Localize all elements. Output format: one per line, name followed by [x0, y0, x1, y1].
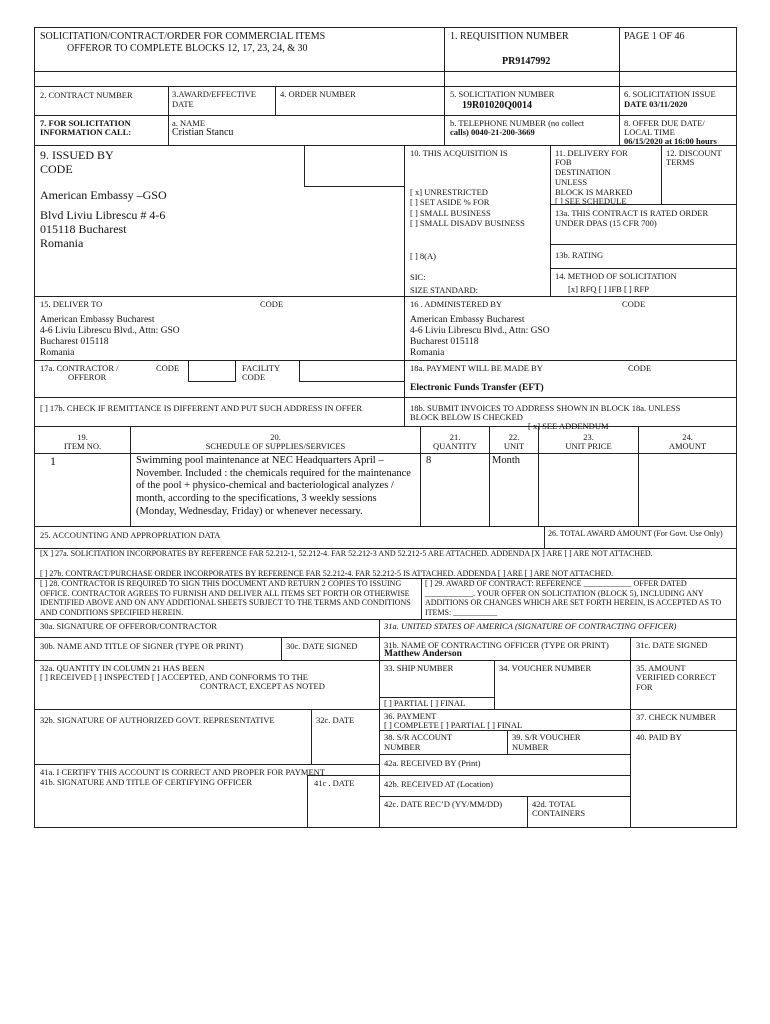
size-standard-label: SIZE STANDARD: [410, 285, 479, 295]
quantity-received-label: 32a. QUANTITY IN COLUMN 21 HAS BEEN [40, 663, 205, 673]
requisition-number: PR9147992 [502, 56, 551, 67]
officer-name-value: Matthew Anderson [384, 649, 462, 659]
quantity-received-options[interactable]: [ ] RECEIVED [ ] INSPECTED [ ] ACCEPTED, AND CONFORMS TO THE [40, 672, 308, 682]
offer-due-label-2: LOCAL TIME [624, 127, 675, 137]
acquisition-label: 10. THIS ACQUISITION IS [410, 148, 508, 158]
certify-label: 41a. I CERTIFY THIS ACCOUNT IS CORRECT AND PROPER FOR PAYMENT [40, 767, 326, 777]
officer-signature-label: 31a. UNITED STATES OF AMERICA (SIGNATURE OF CONTRACTING OFFICER) [384, 621, 677, 631]
administered-by-address-1: American Embassy Bucharest [410, 315, 525, 325]
deliver-to-address-3: Bucharest 015118 [40, 337, 109, 347]
page-number: PAGE 1 OF 46 [624, 31, 685, 42]
administered-by-address-4: Romania [410, 348, 445, 358]
received-at-label: 42b. RECEIVED AT (Location) [384, 779, 493, 789]
sic-label: SIC: [410, 272, 426, 282]
sf1449-form [34, 27, 737, 828]
date-signed-label: 30c. DATE SIGNED [286, 641, 358, 651]
unit-value: Month [492, 455, 521, 466]
issued-by-address-1: American Embassy –GSO [40, 188, 167, 202]
unit-header-2: UNIT [503, 441, 525, 451]
amount-header-2: AMOUNT [668, 441, 707, 451]
contract-number-label: 2. CONTRACT NUMBER [40, 90, 133, 100]
offer-due-value: 06/15/2020 at 16:00 hours [624, 136, 717, 146]
item-number: 1 [50, 454, 56, 468]
unit-header-1: 22. [508, 432, 520, 442]
award-date-label-2: DATE [172, 99, 194, 109]
quantity-header-2: QUANTITY [433, 441, 477, 451]
issue-date-label: 6. SOLICITATION ISSUE [624, 89, 716, 99]
info-call-label-2: INFORMATION CALL: [40, 127, 132, 137]
contractor-code-box [188, 360, 236, 382]
officer-date-label: 31c. DATE SIGNED [636, 640, 708, 650]
rated-order-label-1: 13a. THIS CONTRACT IS RATED ORDER [555, 208, 709, 218]
administered-by-label: 16 . ADMINISTERED BY [410, 299, 503, 309]
deliver-to-label: 15. DELIVER TO [40, 299, 103, 309]
item-no-header-1: 19. [77, 432, 88, 442]
amount-verified-label-2: VERIFIED CORRECT [636, 672, 717, 682]
total-containers-label-1: 42d. TOTAL [532, 799, 576, 809]
unit-price-cell [538, 453, 639, 527]
issued-by-label: 9. ISSUED BY [40, 148, 114, 162]
amount-cell [638, 453, 737, 527]
invoice-label-2: BLOCK BELOW IS CHECKED [410, 412, 523, 422]
total-award-label: 26. TOTAL AWARD AMOUNT (For Govt. Use Only) [548, 529, 723, 538]
total-containers-label-2: CONTAINERS [532, 808, 586, 818]
certify-date-label: 41c . DATE [314, 778, 355, 788]
discount-label-2: TERMS [666, 157, 695, 167]
solicitation-number-value: 19R01020Q0014 [462, 100, 532, 111]
unit-price-header-1: 23. [583, 432, 594, 442]
contractor-code-label: CODE [156, 363, 180, 373]
payment-label: 18a. PAYMENT WILL BE MADE BY [410, 363, 543, 373]
clause-29: [ ] 29. AWARD OF CONTRACT: REFERENCE ____________ OFFER DATED ____________. YOUR OFFER ON SOLICITATION (BLOCK 5), INCLUDING ANY ADDITIONS OR CHANGES WHICH ARE SET FORTH HEREIN, IS ACCEPTED AS TO ITEMS: ___________ [425, 579, 722, 617]
rated-order-label-2: UNDER DPAS (15 CFR 700) [555, 218, 657, 228]
phone-label: b. TELEPHONE NUMBER (no collect [450, 118, 585, 128]
payment-type-label: 36. PAYMENT [384, 711, 437, 721]
administered-by-address-2: 4-6 Liviu Librescu Blvd., Attn: GSO [410, 326, 550, 336]
issue-date-value: DATE 03/11/2020 [624, 99, 688, 109]
voucher-number-label: 34. VOUCHER NUMBER [499, 663, 592, 673]
form-subtitle: OFFEROR TO COMPLETE BLOCKS 12, 17, 23, 24, & 30 [67, 43, 308, 54]
issued-by-code-label: CODE [40, 162, 73, 176]
delivery-label-4: UNLESS [555, 177, 588, 187]
unit-price-header-2: UNIT PRICE [565, 441, 612, 451]
rating-label: 13b. RATING [555, 250, 604, 260]
deliver-to-address-1: American Embassy Bucharest [40, 315, 155, 325]
signer-name-label: 30b. NAME AND TITLE OF SIGNER (TYPE OR PRINT) [40, 641, 244, 651]
quantity-header-1: 21. [449, 432, 461, 442]
phone-value: calls) 0040-21-200-3669 [450, 127, 535, 137]
administered-by-address-3: Bucharest 015118 [410, 337, 479, 347]
eight-a-checkbox[interactable]: [ ] 8(A) [410, 251, 436, 261]
offeror-signature-label: 30a. SIGNATURE OF OFFEROR/CONTRACTOR [40, 621, 217, 631]
service-description: Swimming pool maintenance at NEC Headquarters April – November. Included : the chemicals required for the maintenance of the pool + physico-chemical and bacteriological analyzes / month, according to the specifications, 3 weekly sessions (Monday, Wednesday, Friday) or whenever necessary. [136, 455, 411, 517]
remittance-checkbox[interactable]: [ ] 17b. CHECK IF REMITTANCE IS DIFFERENT AND PUT SUCH ADDRESS IN OFFER [40, 403, 363, 413]
blank-row [34, 71, 737, 87]
issued-by-address-4: Romania [40, 236, 84, 250]
supplies-header-2: SCHEDULE OF SUPPLIES/SERVICES [205, 441, 346, 451]
issued-by-address-3: 015118 Bucharest [40, 222, 127, 236]
offer-due-label-1: 8. OFFER DUE DATE/ [624, 118, 705, 128]
deliver-to-address-4: Romania [40, 348, 75, 358]
form-title: SOLICITATION/CONTRACT/ORDER FOR COMMERCIAL ITEMS [40, 31, 326, 42]
issued-by-code-box [304, 145, 405, 187]
delivery-label-2: FOB [555, 157, 572, 167]
sr-account-label-2: NUMBER [384, 742, 421, 752]
award-date-label-1: 3.AWARD/EFFECTIVE [172, 89, 257, 99]
delivery-label-3: DESTINATION [555, 167, 611, 177]
govt-rep-date-label: 32c. DATE [316, 715, 355, 725]
blank-row-split [444, 71, 620, 87]
officer-name-label: 31b. NAME OF CONTRACTING OFFICER (TYPE OR PRINT) [384, 640, 609, 650]
sr-voucher-label-1: 39. S/R VOUCHER [512, 732, 581, 742]
contact-name-label: a. NAME [172, 118, 206, 128]
discount-label-1: 12. DISCOUNT [666, 148, 722, 158]
small-disadv-checkbox[interactable]: [ ] SMALL DISADV BUSINESS [410, 218, 525, 228]
issued-by-address-2: Blvd Liviu Librescu # 4-6 [40, 208, 166, 222]
order-number-label: 4. ORDER NUMBER [280, 89, 356, 99]
quantity-received-note: CONTRACT, EXCEPT AS NOTED [200, 681, 325, 691]
paid-by-cell [630, 730, 737, 828]
deliver-to-code-label: CODE [260, 299, 284, 309]
unrestricted-checkbox[interactable]: [ x] UNRESTRICTED [410, 187, 488, 197]
small-business-checkbox[interactable]: [ ] SMALL BUSINESS [410, 208, 491, 218]
date-received-label: 42c. DATE REC’D (YY/MM/DD) [384, 799, 503, 809]
administered-by-code-label: CODE [622, 299, 646, 309]
delivery-label-1: 11. DELIVERY FOR [555, 148, 628, 158]
item-no-cell [34, 453, 131, 527]
clause-27a: [X ] 27a. SOLICITATION INCORPORATES BY REFERENCE FAR 52.212-1, 52.212-4. FAR 52.212-3 AND 52.212-5 ARE ATTACHED. ADDENDA [X ] ARE [ ] ARE NOT ATTACHED. [40, 549, 653, 558]
deliver-to-address-2: 4-6 Liviu Librescu Blvd., Attn: GSO [40, 326, 180, 336]
facility-code-label-1: FACILITY [242, 363, 281, 373]
facility-code-box [299, 360, 405, 382]
method-options[interactable]: [x] RFQ [ ] IFB [ ] RFP [568, 284, 649, 294]
see-addendum-checkbox[interactable]: [ x] SEE ADDENDUM [528, 421, 609, 431]
clause-28: [ ] 28. CONTRACTOR IS REQUIRED TO SIGN THIS DOCUMENT AND RETURN 2 COPIES TO ISSUING OFFICE. CONTRACTOR AGREES TO FURNISH AND DELIVER ALL ITEMS SET FORTH OR OTHERWISE IDENTIFIED ABOVE AND ON ANY ADDITIONAL SHEETS SUBJECT TO THE TERMS AND CONDITIONS AND CONDITIONS SPECIFIED HEREIN. [40, 579, 411, 617]
received-by-label: 42a. RECEIVED BY (Print) [384, 758, 481, 768]
contact-name-value: Cristian Stancu [172, 127, 234, 138]
supplies-header-1: 20. [270, 432, 281, 442]
partial-final-options[interactable]: [ ] PARTIAL [ ] FINAL [384, 698, 466, 708]
set-aside-checkbox[interactable]: [ ] SET ASIDE % FOR [410, 197, 490, 207]
clause-27b: [ ] 27b. CONTRACT/PURCHASE ORDER INCORPORATES BY REFERENCE FAR 52.212-4. FAR 52.212-5 IS ATTACHED. ADDENDA [ ] ARE [ ] ARE NOT ATTACHED. [40, 569, 614, 578]
accounting-label: 25. ACCOUNTING AND APPROPRIATION DATA [40, 530, 221, 540]
govt-rep-signature-label: 32b. SIGNATURE OF AUTHORIZED GOVT. REPRESENTATIVE [40, 715, 275, 725]
quantity-value: 8 [426, 455, 432, 466]
payment-method: Electronic Funds Transfer (EFT) [410, 383, 544, 393]
solicitation-number-label: 5. SOLICITATION NUMBER [450, 89, 555, 99]
contractor-label-2: OFFEROR [68, 372, 107, 382]
payment-type-options[interactable]: [ ] COMPLETE [ ] PARTIAL [ ] FINAL [384, 720, 523, 730]
delivery-label-5: BLOCK IS MARKED [555, 187, 633, 197]
certifying-officer-label: 41b. SIGNATURE AND TITLE OF CERTIFYING OFFICER [40, 777, 253, 787]
sr-account-label-1: 38. S/R ACCOUNT [384, 732, 453, 742]
method-label: 14. METHOD OF SOLICITATION [555, 271, 677, 281]
amount-verified-label-3: FOR [636, 682, 653, 692]
amount-verified-label-1: 35. AMOUNT [636, 663, 686, 673]
amount-header-1: 24. [682, 432, 693, 442]
item-no-header-2: ITEM NO. [63, 441, 102, 451]
facility-code-label-2: CODE [242, 372, 266, 382]
paid-by-label: 40. PAID BY [636, 732, 682, 742]
info-call-label-1: 7. FOR SOLICITATION [40, 118, 131, 128]
requisition-label: 1. REQUISITION NUMBER [450, 31, 569, 42]
payment-code-label: CODE [628, 363, 652, 373]
ship-number-label: 33. SHIP NUMBER [384, 663, 454, 673]
invoice-label-1: 18b. SUBMIT INVOICES TO ADDRESS SHOWN IN BLOCK 18a. UNLESS [410, 403, 681, 413]
check-number-label: 37. CHECK NUMBER [636, 712, 717, 722]
contractor-label-1: 17a. CONTRACTOR / [40, 363, 119, 373]
sr-voucher-label-2: NUMBER [512, 742, 549, 752]
see-schedule-checkbox[interactable]: [ ] SEE SCHEDULE [555, 196, 627, 206]
